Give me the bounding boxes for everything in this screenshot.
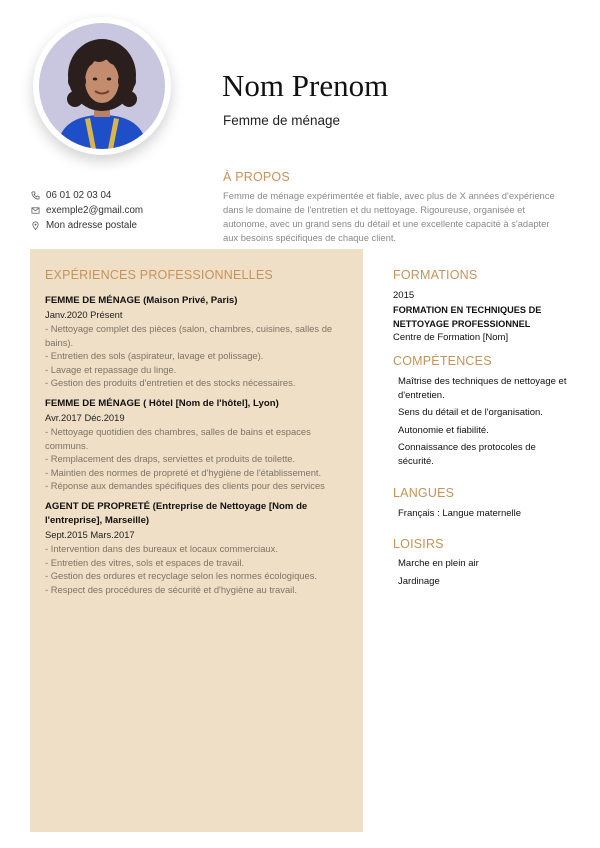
education-title: FORMATIONS [393,268,478,282]
experience-item: - Respect des procédures de sécurité et d'hygiène au travail. [45,583,297,595]
experience-item: - Entretien des sols (aspirateur, lavage et polissage). [45,350,264,362]
experience-item: - Intervention dans des bureaux et locaux commerciaux. [45,543,278,554]
phone-text: 06 01 02 03 04 [46,190,112,201]
skill-item: Autonomie et fiabilité. [398,424,489,436]
skill-item: Sens du détail et de l'organisation. [398,407,543,418]
experience-item: - Remplacement des draps, serviettes et produits de toilette. [45,453,296,465]
experience-job-title: AGENT DE PROPRETÉ (Entreprise de Nettoyage [Nom de l'entreprise], Marseille) [45,501,308,526]
education-school: Centre de Formation [Nom] [393,332,509,343]
experience-panel [30,249,363,832]
experience-item: - Gestion des ordures et recyclage selon les normes écologiques. [45,570,318,582]
profile-photo-frame [33,17,171,155]
experience-entry [45,294,355,390]
experience-title: EXPÉRIENCES PROFESSIONNELLES [45,268,273,282]
experience-item: - Maintien des normes de propreté et d'hygiène de l'établissement. [45,466,322,478]
experience-entry [45,500,355,596]
experience-item: - Lavage et repassage du linge. [45,363,177,375]
phone-icon [31,191,40,200]
education-degree: FORMATION EN TECHNIQUES DE NETTOYAGE PROFESSIONNEL [393,305,542,329]
contact-email [31,205,143,216]
hobby-item: Jardinage [398,575,440,587]
experience-item: - Gestion des produits d'entretien et des stocks nécessaires. [45,377,296,389]
mail-icon [31,206,40,215]
experience-dates: Avr.2017 Déc.2019 [45,412,125,423]
languages-list [393,507,573,525]
about-text: Femme de ménage expérimentée et fiable, avec plus de X années d'expérience dans le domaine de l'entretien et du nettoyage. Rigoureuse, organisée et autonome, avec un grand sens du détail et une excellente capacité à s'adapter aux besoins spécifiques de chaque client. [223,190,555,243]
experience-item: - Nettoyage quotidien des chambres, salles de bains et espaces communs. [45,426,311,451]
about-title: À PROPOS [223,170,290,184]
profile-photo [39,23,165,149]
candidate-name: Nom Prenom [222,68,389,103]
experience-item: - Entretien des vitres, sols et espaces de travail. [45,556,245,568]
contact-phone [31,190,111,201]
hobby-item: Marche en plein air [398,558,479,569]
contact-address [31,220,137,231]
experience-item: - Réponse aux demandes spécifiques des clients pour des services [45,480,325,492]
hobbies-title: LOISIRS [393,537,444,551]
experience-job-title: FEMME DE MÉNAGE ( Hôtel [Nom de l'hôtel], Lyon) [45,398,279,409]
skill-item: Maîtrise des techniques de nettoyage et d'entretien. [398,376,567,401]
location-pin-icon [31,221,40,230]
education-entry [393,289,573,345]
experience-item: - Nettoyage complet des pièces (salon, chambres, cuisines, salles de bains). [45,323,333,348]
skills-title: COMPÉTENCES [393,354,492,368]
experience-job-title: FEMME DE MÉNAGE (Maison Privé, Paris) [45,295,238,306]
language-item: Français : Langue maternelle [398,508,522,519]
job-title: Femme de ménage [223,113,341,128]
experience-dates: Sept.2015 Mars.2017 [45,529,135,540]
skill-item: Connaissance des protocoles de sécurité. [398,442,536,467]
experience-entry [45,397,355,493]
hobbies-list [393,557,573,592]
experience-dates: Janv.2020 Présent [45,309,123,320]
address-text: Mon adresse postale [46,220,137,231]
education-year: 2015 [393,290,415,301]
email-text: exemple2@gmail.com [46,205,144,216]
languages-title: LANGUES [393,486,455,500]
skills-list [393,375,573,472]
